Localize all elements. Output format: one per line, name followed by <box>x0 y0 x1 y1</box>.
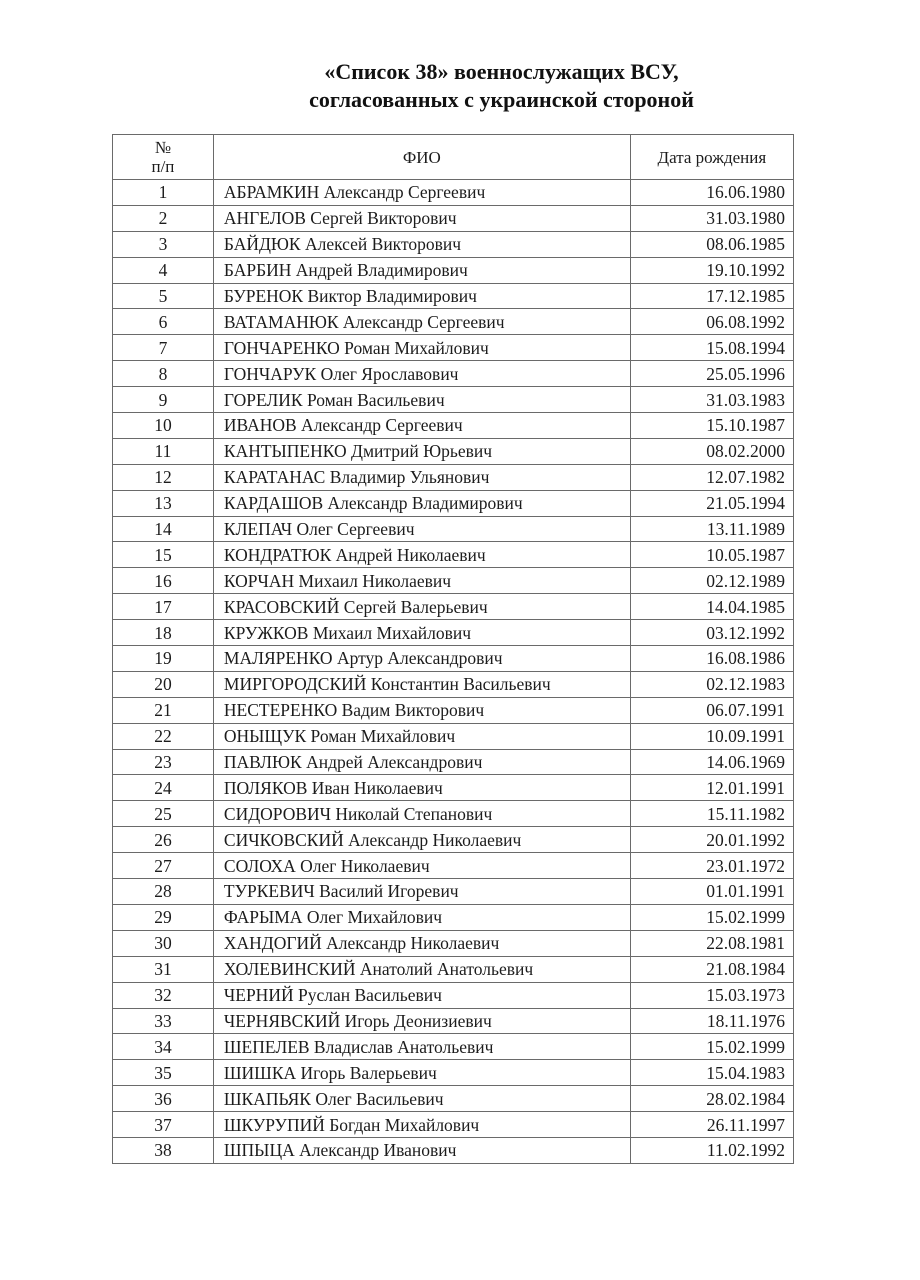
row-birth-date: 15.02.1999 <box>630 904 793 930</box>
row-birth-date: 15.10.1987 <box>630 413 793 439</box>
table-row <box>113 801 794 827</box>
row-number: 14 <box>113 516 214 542</box>
row-full-name: ШПЫЦА Александр Иванович <box>213 1137 630 1163</box>
table-row <box>113 930 794 956</box>
table-row <box>113 361 794 387</box>
header-full-name: ФИО <box>213 135 630 180</box>
row-birth-date: 16.08.1986 <box>630 646 793 672</box>
row-number: 12 <box>113 464 214 490</box>
row-number: 3 <box>113 231 214 257</box>
row-number: 29 <box>113 904 214 930</box>
table-row <box>113 1137 794 1163</box>
table-row <box>113 879 794 905</box>
table-row <box>113 749 794 775</box>
row-birth-date: 21.05.1994 <box>630 490 793 516</box>
header-birth-date: Дата рождения <box>630 135 793 180</box>
row-number: 10 <box>113 413 214 439</box>
row-birth-date: 23.01.1972 <box>630 853 793 879</box>
row-full-name: КАНТЫПЕНКО Дмитрий Юрьевич <box>213 438 630 464</box>
row-full-name: ХАНДОГИЙ Александр Николаевич <box>213 930 630 956</box>
row-birth-date: 16.06.1980 <box>630 180 793 206</box>
row-full-name: КРАСОВСКИЙ Сергей Валерьевич <box>213 594 630 620</box>
row-full-name: КАРАТАНАС Владимир Ульянович <box>213 464 630 490</box>
table-row <box>113 438 794 464</box>
table-row <box>113 283 794 309</box>
row-number: 30 <box>113 930 214 956</box>
row-number: 9 <box>113 387 214 413</box>
row-full-name: ПОЛЯКОВ Иван Николаевич <box>213 775 630 801</box>
row-full-name: ХОЛЕВИНСКИЙ Анатолий Анатольевич <box>213 956 630 982</box>
row-birth-date: 12.07.1982 <box>630 464 793 490</box>
row-birth-date: 13.11.1989 <box>630 516 793 542</box>
row-birth-date: 19.10.1992 <box>630 257 793 283</box>
row-birth-date: 15.04.1983 <box>630 1060 793 1086</box>
row-number: 32 <box>113 982 214 1008</box>
table-row <box>113 775 794 801</box>
row-number: 28 <box>113 879 214 905</box>
row-full-name: КАРДАШОВ Александр Владимирович <box>213 490 630 516</box>
row-birth-date: 02.12.1989 <box>630 568 793 594</box>
row-number: 17 <box>113 594 214 620</box>
row-full-name: БАЙДЮК Алексей Викторович <box>213 231 630 257</box>
row-full-name: ШИШКА Игорь Валерьевич <box>213 1060 630 1086</box>
row-number: 22 <box>113 723 214 749</box>
row-number: 31 <box>113 956 214 982</box>
table-row <box>113 1008 794 1034</box>
row-birth-date: 26.11.1997 <box>630 1112 793 1138</box>
header-number-label: п/п <box>151 157 175 176</box>
row-number: 16 <box>113 568 214 594</box>
table-header-row <box>113 135 794 180</box>
table-row <box>113 620 794 646</box>
row-full-name: АБРАМКИН Александр Сергеевич <box>213 180 630 206</box>
row-number: 24 <box>113 775 214 801</box>
row-full-name: НЕСТЕРЕНКО Вадим Викторович <box>213 697 630 723</box>
row-birth-date: 10.09.1991 <box>630 723 793 749</box>
row-number: 33 <box>113 1008 214 1034</box>
row-birth-date: 25.05.1996 <box>630 361 793 387</box>
table-row <box>113 205 794 231</box>
row-birth-date: 14.04.1985 <box>630 594 793 620</box>
table-row <box>113 180 794 206</box>
row-full-name: ГОНЧАРУК Олег Ярославович <box>213 361 630 387</box>
row-full-name: ВАТАМАНЮК Александр Сергеевич <box>213 309 630 335</box>
row-number: 36 <box>113 1086 214 1112</box>
table-row <box>113 671 794 697</box>
row-full-name: ОНЫЩУК Роман Михайлович <box>213 723 630 749</box>
row-number: 6 <box>113 309 214 335</box>
row-birth-date: 11.02.1992 <box>630 1137 793 1163</box>
row-number: 13 <box>113 490 214 516</box>
row-full-name: СОЛОХА Олег Николаевич <box>213 853 630 879</box>
row-birth-date: 31.03.1980 <box>630 205 793 231</box>
table-row <box>113 1112 794 1138</box>
row-number: 38 <box>113 1137 214 1163</box>
row-birth-date: 17.12.1985 <box>630 283 793 309</box>
row-full-name: КОНДРАТЮК Андрей Николаевич <box>213 542 630 568</box>
table-row <box>113 723 794 749</box>
table-row <box>113 387 794 413</box>
row-number: 15 <box>113 542 214 568</box>
row-birth-date: 08.06.1985 <box>630 231 793 257</box>
table-row <box>113 853 794 879</box>
table-row <box>113 956 794 982</box>
row-birth-date: 02.12.1983 <box>630 671 793 697</box>
row-birth-date: 15.03.1973 <box>630 982 793 1008</box>
row-full-name: АНГЕЛОВ Сергей Викторович <box>213 205 630 231</box>
row-number: 2 <box>113 205 214 231</box>
row-full-name: ЧЕРНИЙ Руслан Васильевич <box>213 982 630 1008</box>
row-full-name: БУРЕНОК Виктор Владимирович <box>213 283 630 309</box>
row-number: 20 <box>113 671 214 697</box>
row-full-name: ШКУРУПИЙ Богдан Михайлович <box>213 1112 630 1138</box>
row-full-name: СИДОРОВИЧ Николай Степанович <box>213 801 630 827</box>
table-row <box>113 542 794 568</box>
table-row <box>113 1034 794 1060</box>
header-number-sign: № <box>154 138 172 157</box>
row-number: 23 <box>113 749 214 775</box>
row-birth-date: 21.08.1984 <box>630 956 793 982</box>
row-full-name: МИРГОРОДСКИЙ Константин Васильевич <box>213 671 630 697</box>
table-row <box>113 982 794 1008</box>
row-number: 34 <box>113 1034 214 1060</box>
row-number: 37 <box>113 1112 214 1138</box>
row-full-name: ФАРЫМА Олег Михайлович <box>213 904 630 930</box>
row-number: 11 <box>113 438 214 464</box>
row-full-name: ШКАПЬЯК Олег Васильевич <box>213 1086 630 1112</box>
row-full-name: МАЛЯРЕНКО Артур Александрович <box>213 646 630 672</box>
row-birth-date: 10.05.1987 <box>630 542 793 568</box>
row-number: 4 <box>113 257 214 283</box>
row-birth-date: 20.01.1992 <box>630 827 793 853</box>
table-row <box>113 827 794 853</box>
table-row <box>113 490 794 516</box>
row-full-name: ШЕПЕЛЕВ Владислав Анатольевич <box>213 1034 630 1060</box>
row-full-name: КЛЕПАЧ Олег Сергеевич <box>213 516 630 542</box>
table-row <box>113 568 794 594</box>
table-row <box>113 904 794 930</box>
row-number: 21 <box>113 697 214 723</box>
document-title <box>0 58 920 114</box>
row-number: 25 <box>113 801 214 827</box>
row-birth-date: 28.02.1984 <box>630 1086 793 1112</box>
row-birth-date: 01.01.1991 <box>630 879 793 905</box>
row-full-name: БАРБИН Андрей Владимирович <box>213 257 630 283</box>
table-row <box>113 335 794 361</box>
row-birth-date: 15.08.1994 <box>630 335 793 361</box>
row-birth-date: 03.12.1992 <box>630 620 793 646</box>
table-row <box>113 697 794 723</box>
row-birth-date: 15.02.1999 <box>630 1034 793 1060</box>
row-birth-date: 31.03.1983 <box>630 387 793 413</box>
row-number: 27 <box>113 853 214 879</box>
row-full-name: ТУРКЕВИЧ Василий Игоревич <box>213 879 630 905</box>
row-birth-date: 14.06.1969 <box>630 749 793 775</box>
table-row <box>113 516 794 542</box>
table-row <box>113 464 794 490</box>
row-number: 7 <box>113 335 214 361</box>
row-birth-date: 06.08.1992 <box>630 309 793 335</box>
row-full-name: ЧЕРНЯВСКИЙ Игорь Деонизиевич <box>213 1008 630 1034</box>
row-birth-date: 08.02.2000 <box>630 438 793 464</box>
row-full-name: СИЧКОВСКИЙ Александр Николаевич <box>213 827 630 853</box>
row-full-name: КРУЖКОВ Михаил Михайлович <box>213 620 630 646</box>
row-number: 35 <box>113 1060 214 1086</box>
table-row <box>113 646 794 672</box>
table-row <box>113 1086 794 1112</box>
row-full-name: ГОРЕЛИК Роман Васильевич <box>213 387 630 413</box>
row-birth-date: 15.11.1982 <box>630 801 793 827</box>
row-birth-date: 22.08.1981 <box>630 930 793 956</box>
table-body <box>113 180 794 1164</box>
row-number: 5 <box>113 283 214 309</box>
row-number: 1 <box>113 180 214 206</box>
row-number: 8 <box>113 361 214 387</box>
row-birth-date: 12.01.1991 <box>630 775 793 801</box>
title-line-1: «Список 38» военнослужащих ВСУ, <box>324 59 679 84</box>
personnel-table <box>112 134 794 1164</box>
title-line-2: согласованных с украинской стороной <box>309 87 694 112</box>
table-row <box>113 257 794 283</box>
row-number: 19 <box>113 646 214 672</box>
header-number <box>113 135 214 180</box>
row-full-name: КОРЧАН Михаил Николаевич <box>213 568 630 594</box>
row-number: 18 <box>113 620 214 646</box>
table-row <box>113 309 794 335</box>
row-birth-date: 18.11.1976 <box>630 1008 793 1034</box>
row-full-name: ИВАНОВ Александр Сергеевич <box>213 413 630 439</box>
table-row <box>113 231 794 257</box>
table-row <box>113 413 794 439</box>
row-full-name: ГОНЧАРЕНКО Роман Михайлович <box>213 335 630 361</box>
table-row <box>113 1060 794 1086</box>
row-birth-date: 06.07.1991 <box>630 697 793 723</box>
row-full-name: ПАВЛЮК Андрей Александрович <box>213 749 630 775</box>
table-row <box>113 594 794 620</box>
row-number: 26 <box>113 827 214 853</box>
